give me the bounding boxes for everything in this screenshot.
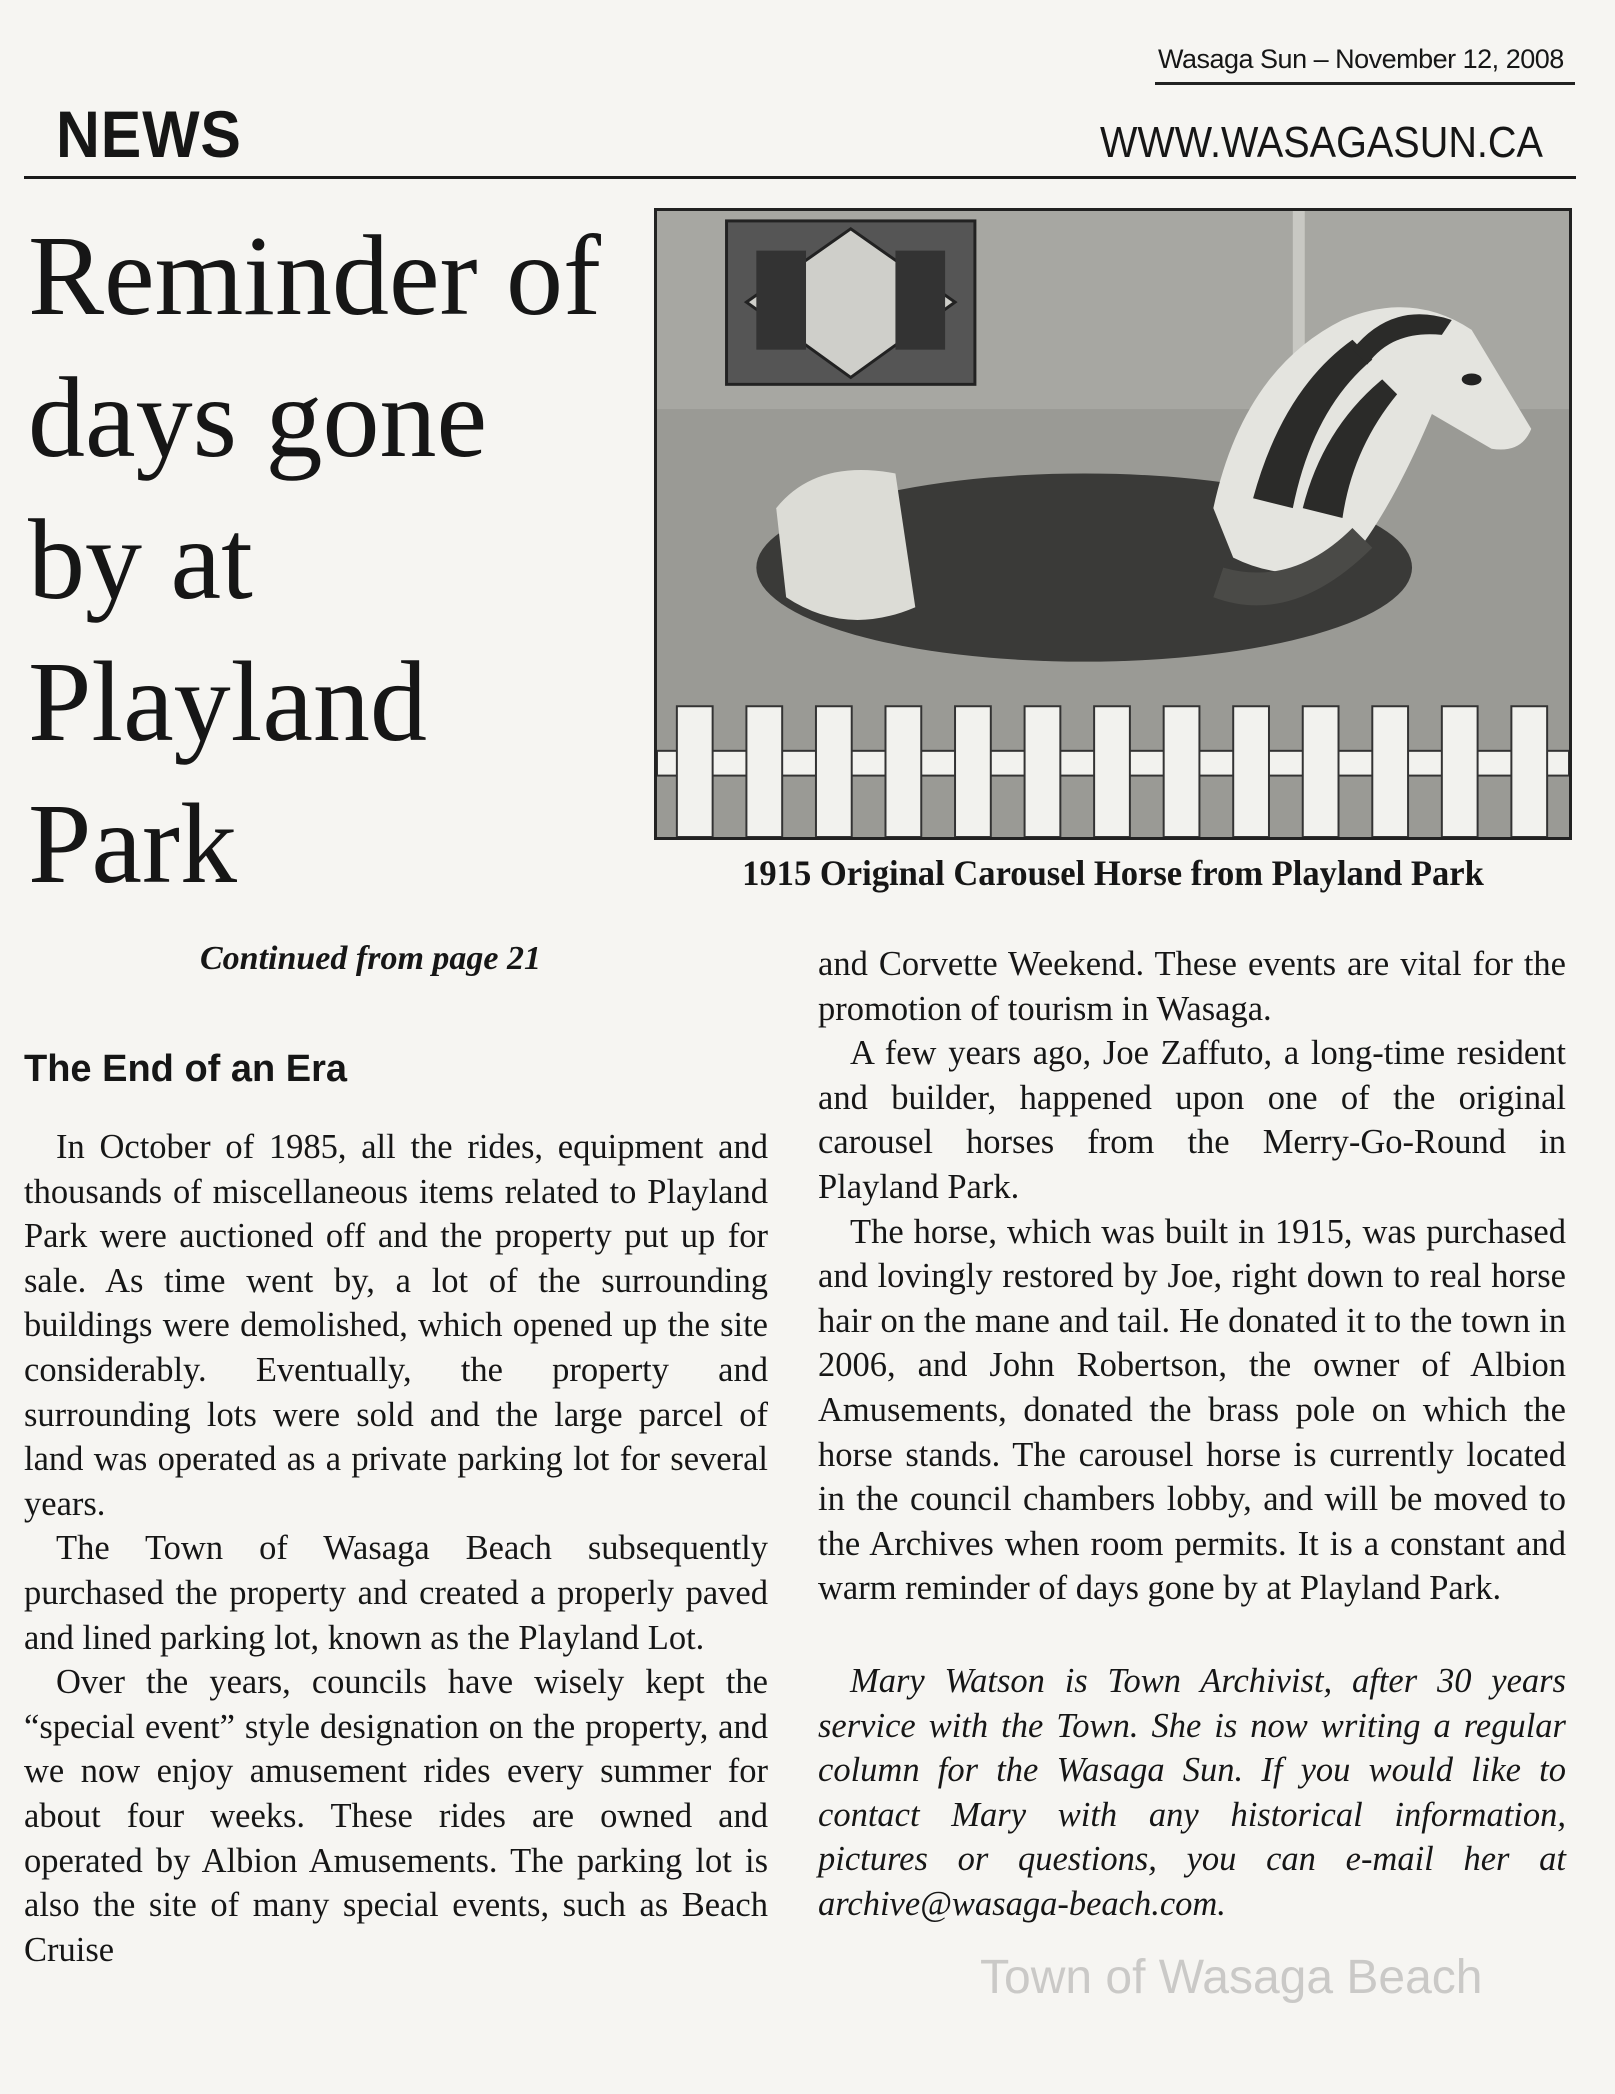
- decorative-panel: [727, 221, 975, 384]
- headline: Reminder of days gone by at Playland Park: [28, 212, 602, 907]
- watermark: Town of Wasaga Beach: [980, 1951, 1483, 2004]
- header-rule: [24, 176, 1576, 179]
- paragraph: The Town of Wasaga Beach subsequently purchased the property and created a properly paved and lined parking lot, known as the Playland Lot.: [24, 1529, 768, 1657]
- paragraph: Over the years, councils have wisely kept the “special event” style designation on the property, and we now enjoy amusement rides every summer for about four weeks. These rides are owned and operated by Albion Amusements. The parking lot is also the site of many special events, such as Beach Cruise: [24, 1663, 768, 1969]
- carousel-horse-photo: [654, 208, 1572, 840]
- left-column: [24, 1125, 768, 1972]
- dateline: Wasaga Sun – November 12, 2008: [1158, 44, 1564, 74]
- author-bio: Mary Watson is Town Archivist, after 30 years service with the Town. She is now writing a regular column for the Wasaga Sun. If you would like to contact Mary with any historical information, pictures or questions, you can e-mail her at archive@wasaga-beach.com.: [818, 1661, 1566, 1923]
- paragraph: and Corvette Weekend. These events are vital for the promotion of tourism in Wasaga.: [818, 945, 1566, 1028]
- paragraph: The horse, which was built in 1915, was purchased and lovingly restored by Joe, right down to real horse hair on the mane and tail. He donated it to the town in 2006, and John Robertson, the owner of Albion Amusements, donated the brass pole on which the horse stands. The carousel horse is currently located in the council chambers lobby, and will be moved to the Archives when room permits. It is a constant and warm reminder of days gone by at Playland Park.: [818, 1212, 1566, 1608]
- website-url: WWW.WASAGASUN.CA: [1100, 118, 1543, 167]
- dateline-rule: [1155, 82, 1575, 85]
- paragraph: A few years ago, Joe Zaffuto, a long-time resident and builder, happened upon one of the original carousel horses from the Merry-Go-Round in Playland Park.: [818, 1034, 1566, 1206]
- carousel-horse-image: [657, 211, 1569, 837]
- section-label: NEWS: [56, 97, 242, 171]
- right-column: [818, 942, 1566, 1926]
- paragraph: In October of 1985, all the rides, equipment and thousands of miscellaneous items related to Playland Park were auctioned off and the property put up for sale. As time went by, a lot of the surrounding buildings were demolished, which opened up the site considerably. Eventually, the property and surrounding lots were sold and the large parcel of land was operated as a private parking lot for several years.: [24, 1128, 768, 1523]
- photo-caption: 1915 Original Carousel Horse from Playland Park: [742, 853, 1484, 893]
- subhead: The End of an Era: [24, 1048, 348, 1090]
- continued-note: Continued from page 21: [200, 940, 541, 977]
